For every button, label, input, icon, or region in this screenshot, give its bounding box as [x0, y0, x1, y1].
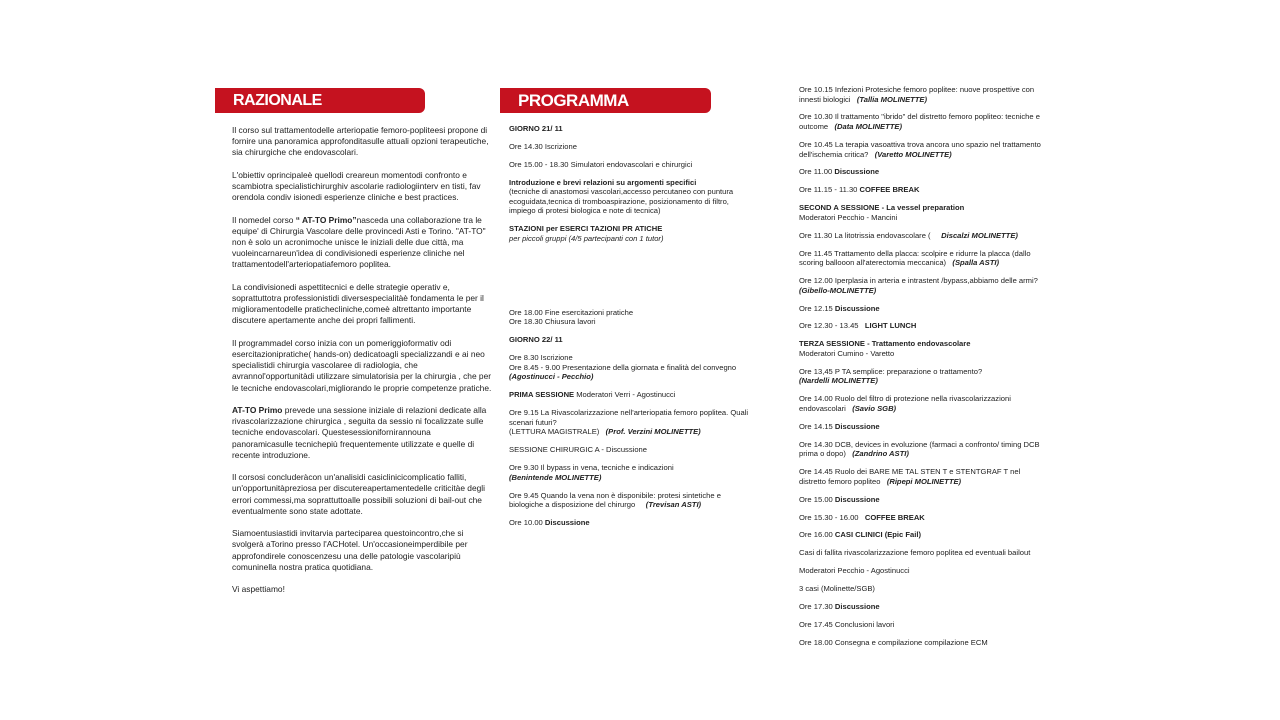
text: Il nomedel corso	[232, 214, 294, 225]
razionale-paragraph: La condivisionedi aspettitecnici e delle strategie operativ e, soprattuttotra professionistidi diversespecialitàè fondamenta le per il miglioramentodelle pratichecliniche,comeè altrettanto importante discutere apertamente anche dei propri fallimenti.	[232, 281, 484, 326]
agenda-item: Ore 14.30 Iscrizione	[509, 141, 577, 151]
text: Discussione	[834, 494, 880, 504]
section-title: PRIMA SESSIONE	[509, 390, 575, 400]
text: nasceda una collaborazione tra le equipe' di Chirurgia Vascolare delle provincedi Asti e Torino. "AT-TO" non è solo un acronimoche unisce le iniziali delle due città, ma vuoleincarnareun'idea di condivisionedi esperienze cliniche nel trattamentodell'arteriopatiafemoro poplitea.	[232, 214, 486, 270]
speaker: (Data MOLINETTE)	[834, 122, 902, 132]
text: prevede una sessione iniziale di relazioni dedicate alla rivascolarizzazione chirurgica , seguita da sessio ni focalizzate sulle tecniche endovascolari. Questesessionifornirannouna panoramicasulle tecnichepiù frequentemente utilizzate e quelle di recente introduzione.	[232, 405, 487, 460]
speaker: (Gibello-MOLINETTE)	[799, 285, 877, 295]
speaker: Discalzi MOLINETTE)	[941, 230, 1018, 240]
agenda-item: Moderatori Pecchio - Agostinucci	[799, 566, 910, 576]
text: Ore 8.30 Iscrizione	[509, 353, 573, 363]
agenda-item	[799, 530, 1044, 540]
agenda-item: Ore 17.45 Conclusioni lavori	[799, 619, 895, 629]
agenda-item	[799, 185, 1044, 195]
text: per piccoli gruppi (4/5 partecipanti con 1 tutor)	[509, 233, 664, 243]
agenda-item	[799, 321, 1044, 331]
razionale-paragraph	[232, 215, 492, 271]
text: Discussione	[834, 421, 880, 431]
agenda-item	[799, 85, 1044, 104]
text: (LETTURA MAGISTRALE)	[509, 427, 600, 437]
text: Ore 15.30 - 16.00	[799, 512, 859, 522]
razionale-header	[215, 88, 425, 113]
text: Ore 14.30 DCB, devices in evoluzione (farmaci a confronto/ timing DCB prima o dopo)	[799, 439, 1040, 459]
agenda-item	[509, 491, 749, 510]
programma-title: PROGRAMMA	[518, 91, 629, 110]
text: COFFEE BREAK	[859, 185, 920, 195]
agenda-item	[799, 495, 1044, 505]
agenda-item: Casi di fallita rivascolarizzazione femoro poplitea ed eventuali bailout	[799, 548, 1031, 558]
section-title: Introduzione e brevi relazioni su argomenti specifici	[509, 177, 697, 187]
text: Ore 10.00	[509, 518, 543, 528]
agenda-item	[509, 353, 749, 382]
text: Ore 17.30	[799, 602, 833, 612]
razionale-paragraph: Il corsosi concluderàcon un'analisidi casiclinicicomplicatio falliti, un'opportunitàpreziosa per discutereapertamentedelle criticitàe degli errori commessi,ma soprattuttoalle possibili soluzioni di bail-out che eventualmente sono state adottate.	[232, 472, 486, 516]
agenda-item	[509, 408, 749, 437]
agenda-item	[509, 518, 749, 528]
text: Ore 11.30 La litotrissia endovascolare (	[799, 230, 931, 240]
agenda-item	[799, 367, 1044, 386]
text: Ore 9.30 Il bypass in vena, tecniche e indicazioni	[509, 463, 674, 473]
agenda-item: Ore 15.00 - 18.30 Simulatori endovascolari e chirurgici	[509, 159, 693, 169]
agenda-item: SESSIONE CHIRURGIC A - Discussione	[509, 445, 647, 455]
course-name: “ AT-TO Primo”	[295, 214, 357, 225]
text: COFFEE BREAK	[864, 512, 925, 522]
agenda-item	[799, 231, 1044, 241]
text: Ore 14.45 Ruolo dei BARE ME TAL STEN T e STENTGRAF T nel distretto femoro popliteo	[799, 467, 1021, 486]
course-name: AT-TO Primo	[232, 405, 283, 415]
text: Ore 9.45 Quando la vena non è disponibile: protesi sintetiche e biologiche a disposizione del chirurgo	[509, 490, 721, 510]
agenda-item	[509, 224, 749, 243]
text: Ore 12.00 Iperplasia in arteria e intrastent /bypass,abbiamo delle armi?	[799, 276, 1038, 286]
section-title: SECOND A SESSIONE - La vessel preparation	[799, 203, 965, 213]
section-title: STAZIONI per ESERCI TAZIONI PR ATICHE	[509, 224, 663, 234]
text: Ore 13,45 P TA semplice: preparazione o trattamento?	[799, 366, 983, 376]
agenda-item	[799, 112, 1044, 131]
text: Discussione	[834, 303, 880, 313]
text: Discussione	[834, 167, 880, 177]
text: Ore 12.30 - 13.45	[799, 321, 859, 331]
razionale-column	[232, 125, 492, 607]
razionale-paragraph: L'obiettiv oprincipaleè quellodi creareun momentodi confronto e scambiotra specialistichirurghiv ascolarie radiologiinterv en tisti, fav orendola condiv isionedi esperienze cliniche e best practices.	[232, 169, 481, 203]
agenda-item: Ore 18.00 Consegna e compilazione compilazione ECM	[799, 637, 988, 647]
text: (tecniche di anastomosi vascolari,accesso percutaneo con puntura ecoguidata,tecnica di tromboaspirazione, posizionamento di filtro, impiego di protesi biologica e note di tecnica)	[509, 187, 734, 216]
text: Ore 10.30 Il trattamento "ibrido" del distretto femoro popliteo: tecniche e outcome	[799, 112, 1040, 132]
text: Ore 15.00	[799, 494, 833, 504]
agenda-item	[799, 304, 1044, 314]
razionale-paragraph	[232, 405, 492, 461]
text: Discussione	[834, 602, 880, 612]
razionale-title: RAZIONALE	[233, 92, 322, 109]
text: Moderatori Verri - Agostinucci	[574, 390, 676, 400]
speaker: (Spalla ASTI)	[952, 258, 999, 268]
razionale-closing: Vi aspettiamo!	[232, 584, 285, 595]
text: Ore 14.00 Ruolo del filtro di protezione nella rivascolarizzazioni endovascolari	[799, 394, 1011, 413]
section-title: TERZA SESSIONE - Trattamento endovascolare	[799, 339, 971, 349]
text: Discussione	[544, 518, 590, 528]
agenda-item	[509, 463, 749, 482]
text: Ore 16.00	[799, 530, 833, 540]
speaker: (Nardelli MOLINETTE)	[799, 376, 878, 386]
agenda-item	[799, 203, 1044, 222]
text: LIGHT LUNCH	[864, 321, 917, 331]
agenda-item: 3 casi (Molinette/SGB)	[799, 584, 875, 594]
programma-column-1	[509, 124, 749, 536]
agenda-item	[509, 178, 749, 216]
speaker: (Agostinucci - Pecchio)	[509, 372, 594, 382]
agenda-item	[509, 308, 749, 327]
text: Ore 10.15 Infezioni Protesiche femoro poplitee: nuove prospettive con innesti biologici	[799, 85, 1035, 104]
text: Ore 9.15 La Rivascolarizzazione nell'arteriopatia femoro poplitea. Quali scenari futuri?	[509, 408, 749, 427]
day-heading: GIORNO 21/ 11	[509, 124, 563, 133]
speaker: (Zandrino ASTI)	[852, 449, 909, 459]
agenda-item	[799, 440, 1044, 459]
agenda-item	[799, 422, 1044, 432]
day-heading: GIORNO 22/ 11	[509, 335, 563, 345]
razionale-paragraph: Il corso sul trattamentodelle arteriopatie femoro-popliteesi propone di fornire una panoramica approfonditasulle attuali opzioni terapeutiche, sia chirurgiche che endovascolari.	[232, 125, 489, 158]
text: Ore 11.15 - 11.30	[799, 185, 858, 195]
speaker: (Prof. Verzini MOLINETTE)	[605, 427, 701, 437]
text: Ore 11.00	[799, 167, 833, 177]
speaker: (Savio SGB)	[852, 403, 897, 413]
razionale-paragraph: Siamoentusiastidi invitarvia parteciparea questoincontro,che si svolgerà aTorino presso l'ACHotel. Un'occasioneimperdibile per approfondirele conoscenzesu una delle patologie vascolaripiù comuninella nostra pratica quotidiana.	[232, 528, 468, 572]
speaker: (Trevisan ASTI)	[645, 500, 702, 510]
agenda-item	[799, 276, 1044, 295]
text: Ore 11.45 Trattamento della placca: scolpire e ridurre la placca (dallo scoring ballooon all'aterectomia meccanica)	[799, 248, 1031, 268]
programma-header	[500, 88, 711, 113]
text: Moderatori Pecchio - Mancini	[799, 212, 898, 222]
speaker: (Tallia MOLINETTE)	[856, 94, 928, 104]
programma-column-2	[799, 85, 1044, 656]
text: Ore 18.00 Fine esercitazioni pratiche	[509, 307, 634, 317]
speaker: (Varetto MOLINETTE)	[874, 149, 952, 159]
agenda-item	[799, 167, 1044, 177]
agenda-item	[509, 390, 749, 400]
text: Ore 8.45 - 9.00 Presentazione della giornata e finalità del convegno	[509, 362, 737, 372]
agenda-item	[799, 467, 1044, 486]
agenda-item	[799, 602, 1044, 612]
agenda-item	[799, 140, 1044, 159]
text: Moderatori Cumino - Varetto	[799, 348, 895, 358]
text: Ore 10.45 La terapia vasoattiva trova ancora uno spazio nel trattamento dell'ischemia critica?	[799, 139, 1041, 159]
agenda-item	[799, 339, 1044, 358]
razionale-paragraph: Il programmadel corso inizia con un pomeriggioformativ odi esercitazionipratiche( hands-on) dedicatoagli specializzandi e ai neo specialistidi chirurgia vascolaree di radiologia, che avrannol'opportunitàdi utilizzare simulatorisia per la chirurgia , che per le tecniche endovascolari,migliorando le proprie competenze pratiche.	[232, 337, 492, 393]
speaker: (Ripepi MOLINETTE)	[886, 476, 962, 486]
text: Ore 18.30 Chiusura lavori	[509, 317, 596, 327]
text: Ore 12.15	[799, 303, 833, 313]
text: CASI CLINICI (Epic Fail)	[834, 530, 921, 540]
agenda-item	[799, 394, 1044, 413]
speaker: (Benintende MOLINETTE)	[509, 472, 602, 482]
agenda-item	[799, 249, 1044, 268]
text: Ore 14.15	[799, 421, 833, 431]
agenda-item	[799, 513, 1044, 523]
